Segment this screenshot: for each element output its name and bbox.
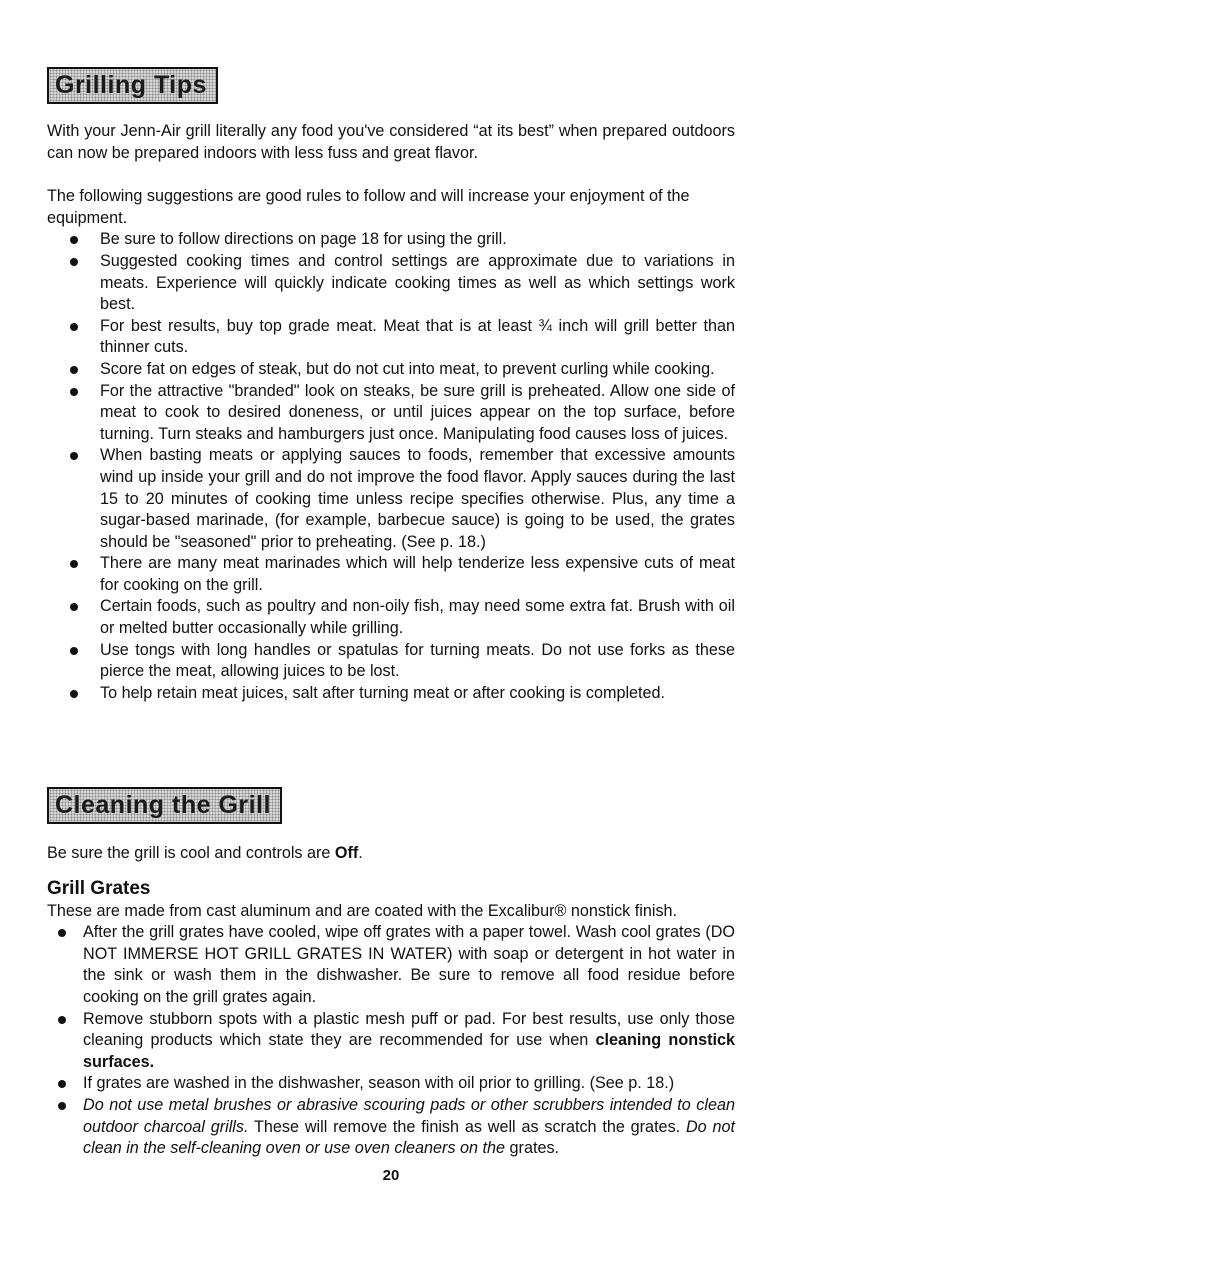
- grilling-tips-section: [47, 67, 735, 104]
- grilling-intro: With your Jenn-Air grill literally any food you've considered “at its best” when prepared outdoors can now be prepared indoors with less fuss and great flavor.: [47, 122, 735, 162]
- grilling-tips-heading: Grilling Tips: [47, 67, 218, 104]
- cleaning-list: [47, 922, 735, 1160]
- grates-description: These are made from cast aluminum and are coated with the Excalibur® nonstick finish.: [47, 901, 678, 920]
- list-item: Certain foods, such as poultry and non-oily fish, may need some extra fat. Brush with oil or melted butter occasionally while grilling.: [47, 596, 735, 639]
- grilling-lead: The following suggestions are good rules to follow and will increase your enjoyment of the equipment.: [47, 187, 690, 227]
- cleaning-heading: Cleaning the Grill: [47, 787, 282, 824]
- grilling-tips-body: [47, 121, 735, 704]
- list-item: If grates are washed in the dishwasher, season with oil prior to grilling. (See p. 18.): [47, 1073, 735, 1095]
- list-item: Score fat on edges of steak, but do not cut into meat, to prevent curling while cooking.: [47, 359, 735, 381]
- tips-list: [47, 229, 735, 704]
- list-item: Suggested cooking times and control settings are approximate due to variations in meats. Experience will quickly indicate cooking times as well as which settings work best.: [47, 251, 735, 316]
- list-item: To help retain meat juices, salt after turning meat or after cooking is completed.: [47, 683, 735, 705]
- list-item: For the attractive "branded" look on steaks, be sure grill is preheated. Allow one side of meat to cook to desired doneness, or until juices appear on the top surface, before turning. Turn steaks and hamburgers just once. Manipulating food causes loss of juices.: [47, 381, 735, 446]
- grill-grates-subheading: Grill Grates: [47, 877, 151, 899]
- list-item: For best results, buy top grade meat. Meat that is at least ¾ inch will grill better than thinner cuts.: [47, 316, 735, 359]
- list-item: There are many meat marinades which will help tenderize less expensive cuts of meat for cooking on the grill.: [47, 553, 735, 596]
- list-item: When basting meats or applying sauces to foods, remember that excessive amounts wind up inside your grill and do not improve the food flavor. Apply sauces during the last 15 to 20 minutes of cooking time unless recipe specifies otherwise. Plus, any time a sugar-based marinade, (for example, barbecue sauce) is going to be used, the grates should be "seasoned" prior to preheating. (See p. 18.): [47, 445, 735, 553]
- list-item: Be sure to follow directions on page 18 for using the grill.: [47, 229, 735, 251]
- list-item: Remove stubborn spots with a plastic mesh puff or pad. For best results, use only those cleaning products which state they are recommended for use when cleaning nonstick surfaces.: [47, 1009, 735, 1074]
- cleaning-body: [47, 843, 735, 1160]
- list-item: After the grill grates have cooled, wipe off grates with a paper towel. Wash cool grates (DO NOT IMMERSE HOT GRILL GRATES IN WATER) with soap or detergent in hot water in the sink or wash them in the dishwasher. Be sure to remove all food residue before cooking on the grill grates again.: [47, 922, 735, 1008]
- page-number: 20: [382, 1167, 400, 1184]
- cleaning-section: [47, 787, 735, 824]
- list-item: Use tongs with long handles or spatulas for turning meats. Do not use forks as these pierce the meat, allowing juices to be lost.: [47, 640, 735, 683]
- cleaning-intro: Be sure the grill is cool and controls are Off.: [47, 844, 363, 862]
- list-item: Do not use metal brushes or abrasive scouring pads or other scrubbers intended to clean outdoor charcoal grills. These will remove the finish as well as scratch the grates. Do not clean in the self-cleaning oven or use oven cleaners on the grates.: [47, 1095, 735, 1160]
